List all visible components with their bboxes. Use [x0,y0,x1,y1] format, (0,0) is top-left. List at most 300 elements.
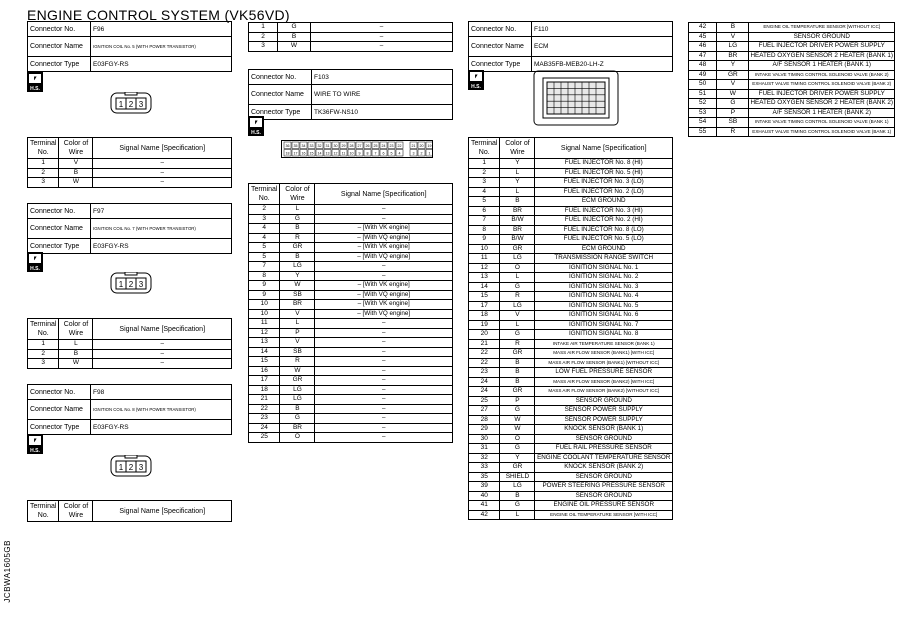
terminal-no: 13 [469,273,500,283]
terminal-no: 17 [469,301,500,311]
wire-color: GR [500,244,535,254]
signal-name: – [With VQ engine] [315,290,453,300]
signal-name: – [311,42,453,52]
table-row [28,349,232,359]
terminal-no: 10 [249,300,280,310]
table-row [28,340,232,350]
table-row [469,415,673,425]
terminal-no: 28 [469,415,500,425]
connector-face-f103 [281,140,433,158]
wire-color: B [280,252,315,262]
table-row [689,80,895,90]
table-row [249,347,453,357]
table-row [469,425,673,435]
harness-side-icon: ⎖ H.S. [27,72,43,92]
signal-name: – [311,23,453,33]
table-row [249,32,453,42]
wire-color: LG [280,385,315,395]
terminal-no: 4 [469,187,500,197]
signal-name: – [With VK engine] [315,243,453,253]
terminal-no: 1 [469,159,500,169]
pin-label: 3 [412,151,415,156]
pin-label: 17 [293,151,298,156]
terminal-no: 12 [249,328,280,338]
terminal-no: 55 [689,127,717,137]
wire-color: SHIELD [500,472,535,482]
terminal-no: 27 [469,406,500,416]
wire-color: B [500,358,535,368]
terminal-no: 21 [249,395,280,405]
wire-color: V [717,32,749,42]
terminal-no: 31 [469,444,500,454]
table-row [469,178,673,188]
wire-color: GR [500,349,535,359]
connector-type-value: E03FGY-RS [91,57,232,72]
wire-color: BR [717,51,749,61]
wire-color: R [280,233,315,243]
pin-label: 3 [138,100,144,109]
terminal-no: 15 [249,357,280,367]
wire-color: GR [280,376,315,386]
terminal-table-f97: Terminal No. Color of Wire Signal Name [Specification] 1 L – 2 B – 3 W – [27,318,232,369]
signal-name: FUEL INJECTOR DRIVER POWER SUPPLY [749,42,895,52]
pin-label: 21 [411,144,416,148]
wire-color: W [59,359,93,369]
table-row [28,359,232,369]
table-row [689,51,895,61]
terminal-no: 6 [469,206,500,216]
wire-color: L [500,187,535,197]
terminal-no: 2 [249,32,278,42]
wire-color: Y [500,178,535,188]
terminal-no: 8 [249,271,280,281]
signal-name: – [93,168,232,178]
wire-color: V [717,80,749,90]
terminal-no: 11 [469,254,500,264]
terminal-no: 51 [689,89,717,99]
table-row [249,271,453,281]
table-row [689,61,895,71]
signal-name: FUEL INJECTOR No. 3 (LO) [535,178,673,188]
terminal-no: 3 [28,359,59,369]
svg-text:2: 2 [128,463,134,472]
terminal-no: 20 [469,330,500,340]
connector-name-value: IGNITION COIL No. 7 (WITH POWER TRANSISTOR) [91,219,232,239]
signal-name: IGNITION SIGNAL No. 1 [535,263,673,273]
table-row [249,433,453,443]
table-row [469,444,673,454]
table-row [469,339,673,349]
signal-name: KNOCK SENSOR (BANK 2) [535,463,673,473]
wire-color: LG [500,254,535,264]
terminal-no: 52 [689,99,717,109]
wire-color: B [59,168,93,178]
pin-label: 24 [381,144,386,148]
signal-name: EXHAUST VALVE TIMING CONTROL SOLENOID VALVE (BANK 2) [749,80,895,90]
pin-label: 1 [118,100,124,109]
terminal-no: 48 [689,61,717,71]
terminal-no: 53 [689,108,717,118]
connector-type-value: E03FGY-RS [91,239,232,254]
terminal-no: 5 [469,197,500,207]
wire-color: Y [500,159,535,169]
signal-name: – [With VK engine] [315,281,453,291]
pin-label: 8 [366,151,369,156]
table-row [28,168,232,178]
wire-color: G [500,444,535,454]
connector-name-value: IGNITION COIL No. 5 (WITH POWER TRANSISTOR) [91,37,232,57]
signal-name: MASS AIR FLOW SENSOR (BANK2) [WITH ICC] [535,377,673,387]
table-row [469,463,673,473]
signal-name: SENSOR GROUND [749,32,895,42]
table-row [469,187,673,197]
pin-label: 16 [301,151,306,156]
wire-color: GR [717,70,749,80]
wire-color: BR [280,300,315,310]
signal-name: – [315,271,453,281]
wire-color: LG [717,42,749,52]
wire-color: Y [717,61,749,71]
terminal-no: 23 [249,414,280,424]
terminal-no: 3 [249,214,280,224]
terminal-no: 7 [249,262,280,272]
terminal-no: 1 [28,340,59,350]
signal-name: FUEL INJECTOR No. 8 (HI) [535,159,673,169]
table-row [28,178,232,188]
table-row [689,70,895,80]
wire-color: L [500,168,535,178]
signal-name: – [315,385,453,395]
table-row [469,216,673,226]
wire-color: B [500,368,535,378]
table-row [469,282,673,292]
wire-color: R [500,292,535,302]
signal-name: – [93,178,232,188]
pin-label: 1 [428,151,431,156]
wire-color: G [717,99,749,109]
signal-name: – [315,347,453,357]
signal-name: – [315,366,453,376]
wire-color: B [280,224,315,234]
table-row [469,330,673,340]
table-row [249,404,453,414]
document-id: JCBWA1605GB [3,540,12,603]
pin-label: 7 [374,151,377,156]
signal-name: IGNITION SIGNAL No. 2 [535,273,673,283]
pin-label: 32 [317,144,322,148]
terminal-no: 2 [28,349,59,359]
wire-color: G [280,214,315,224]
terminal-no: 8 [469,225,500,235]
table-row [689,42,895,52]
table-row [469,225,673,235]
connector-type-value: TK36FW-NS10 [312,105,453,120]
signal-name: SENSOR GROUND [535,434,673,444]
pin-label: 33 [309,144,314,148]
terminal-no: 47 [689,51,717,61]
pin-label: 2 [128,100,134,109]
signal-name: HEATED OXYGEN SENSOR 2 HEATER (BANK 2) [750,99,893,106]
signal-name: EXHAUST VALVE TIMING CONTROL SOLENOID VALVE (BANK 1) [749,127,895,137]
terminal-no: 22 [469,349,500,359]
terminal-no: 24 [249,423,280,433]
table-row [469,254,673,264]
terminal-no: 15 [469,292,500,302]
signal-name: FUEL INJECTOR No. 2 (LO) [535,187,673,197]
terminal-no: 10 [249,309,280,319]
table-row [469,320,673,330]
signal-name: HEATED OXYGEN SENSOR 2 HEATER (BANK 1) [750,51,893,59]
terminal-no: 18 [469,311,500,321]
table-row [28,159,232,169]
connector-name-value: WIRE TO WIRE [312,85,453,105]
wire-color: W [278,42,311,52]
terminal-no: 14 [249,347,280,357]
wire-color: B/W [500,235,535,245]
signal-name: A/F SENSOR 1 HEATER (BANK 2) [749,108,895,118]
terminal-no: 54 [689,118,717,128]
wire-color: LG [500,482,535,492]
pin-label: 35 [293,144,298,148]
terminal-no: 24 [469,387,500,397]
pin-label: 36 [285,144,290,148]
signal-name: FUEL INJECTOR DRIVER POWER SUPPLY [749,89,895,99]
signal-name: – [315,214,453,224]
table-row [469,311,673,321]
wire-color: SB [717,118,749,128]
signal-name: – [With VQ engine] [315,309,453,319]
terminal-no: 3 [249,42,278,52]
connector-no-value: F96 [91,22,232,37]
terminal-table-f110-continued [688,22,895,137]
signal-name: INTAKE AIR TEMPERATURE SENSOR (BANK 1) [535,339,673,349]
pin-label: 5 [390,151,393,156]
wire-color: GR [500,463,535,473]
signal-name: – [315,423,453,433]
terminal-no: 4 [249,233,280,243]
wire-color: V [280,338,315,348]
pin-label: 13 [325,151,330,156]
wire-color: B [278,32,311,42]
terminal-no: 35 [469,472,500,482]
wire-color: GR [500,387,535,397]
terminal-no: 2 [249,205,280,215]
table-row [469,482,673,492]
table-row [249,205,453,215]
signal-name: IGNITION SIGNAL No. 8 [535,330,673,340]
signal-name: ECM GROUND [535,197,673,207]
table-row [469,377,673,387]
table-row [249,376,453,386]
table-row [249,214,453,224]
wire-color: R [280,357,315,367]
pin-label: 10 [349,151,354,156]
pin-label: 11 [341,151,346,156]
signal-name: ECM GROUND [535,244,673,254]
pin-label: 2 [420,151,423,156]
terminal-no: 22 [249,404,280,414]
wire-color: L [59,340,93,350]
connector-info-f110: Connector No. F110 Connector Name ECM Connector Type MAB35FB-MEB20-LH-Z [468,21,673,72]
pin-label: 29 [341,144,346,148]
terminal-table-f110: Terminal No. Color of Wire Signal Name [Specification] 1 Y FUEL INJECTOR No. 8 (HI) 2 L FUEL INJECTOR No. 5 (HI) 3 Y FUEL INJECTOR No. 3 (LO) 4 L FUEL INJECTOR No. 2 (LO) 5 B ECM GROUND 6 BR FUEL INJECTOR No. 3 (HI) 7 B/W FUEL INJECTOR No. 2 (HI) 8 BR FUEL INJECTOR No. 8 (LO) 9 B/W FUEL INJECTOR No. 5 (LO) 10 GR ECM GROUND 11 LG TRANSMISSION RANGE SWITCH 12 O IGNITION SIGNAL No. 1 13 L IGNITION SIGNAL No. 2 14 G IGNITION SIGNAL No. 3 15 R IGNITION SIGNAL No. 4 17 LG IGNITION SIGNAL No. 5 18 V IGNITION SIGNAL No. 6 19 L IGNITION SIGNAL No. 7 20 G IGNITION SIGNAL No. 8 21 R INTAKE AIR TEMPERATURE SENSOR (BANK 1) 22 GR MASS AIR FLOW SENSOR (BANK1) [WITH ICC] 22 B MASS AIR FLOW SENSOR (BANK1) [WITHOUT ICC] 23 B LOW FUEL PRESSURE SENSOR 24 B MASS AIR FLOW SENSOR (BANK2) [WITH ICC] 24 GR MASS AIR FLOW SENSOR (BANK2) [WITHOUT ICC] 25 P SENSOR GROUND 27 G SENSOR POWER SUPPLY 28 W SENSOR POWER SUPPLY 29 W KNOCK SENSOR (BANK 1) 30 O SENSOR GROUND 31 G FUEL RAIL PRESSURE SENSOR 32 Y ENGINE COOLANT TEMPERATURE SENSOR 33 GR KNOCK SENSOR (BANK 2) 35 SHIELD SENSOR GROUND 39 LG POWER STEERING PRESSURE SENSOR 40 B SENSOR GROUND 41 G ENGINE OIL PRESSURE SENSOR 42 L ENGINE OIL TEMPERATURE SENSOR [WITH ICC] [468,137,673,520]
table-row [469,472,673,482]
connector-type-value: MAB35FB-MEB20-LH-Z [532,57,673,72]
signal-name: MASS AIR FLOW SENSOR (BANK1) [WITH ICC] [535,349,673,359]
signal-name: MASS AIR FLOW SENSOR (BANK2) [WITHOUT ICC] [535,387,673,397]
terminal-no: 19 [469,320,500,330]
wire-color: W [59,178,93,188]
signal-name: IGNITION SIGNAL No. 7 [535,320,673,330]
terminal-no: 9 [249,290,280,300]
terminal-no: 33 [469,463,500,473]
terminal-no: 9 [469,235,500,245]
table-row [249,338,453,348]
table-row [689,127,895,137]
wire-color: SB [280,347,315,357]
pin-label: 22 [397,144,402,148]
signal-name: – [93,349,232,359]
terminal-no: 21 [469,339,500,349]
wire-color: P [280,328,315,338]
wire-color: W [500,425,535,435]
terminal-no: 13 [249,338,280,348]
table-row [689,99,895,109]
signal-name: LOW FUEL PRESSURE SENSOR [535,368,673,378]
table-row [249,42,453,52]
wire-color: W [717,89,749,99]
pin-label: 31 [325,144,330,148]
wire-color: L [500,320,535,330]
signal-name: POWER STEERING PRESSURE SENSOR [535,482,673,492]
table-row [249,243,453,253]
terminal-no: 4 [249,224,280,234]
table-row [469,396,673,406]
connector-type-value: E03FGY-RS [91,420,232,435]
connector-face-f96 [110,92,152,114]
table-row [249,262,453,272]
pin-label: 9 [358,151,361,156]
table-row [249,224,453,234]
signal-name: TRANSMISSION RANGE SWITCH [535,254,673,264]
wire-color: B [59,349,93,359]
signal-name: – [93,340,232,350]
signal-name: INTAKE VALVE TIMING CONTROL SOLENOID VALVE (BANK 1) [749,118,895,128]
table-row [469,358,673,368]
svg-text:1: 1 [118,463,124,472]
terminal-no: 5 [249,252,280,262]
table-row [689,118,895,128]
terminal-no: 5 [249,243,280,253]
wire-color: W [280,366,315,376]
terminal-no: 1 [249,23,278,33]
table-row [469,301,673,311]
connector-info-f97: Connector No. F97 Connector Name IGNITION COIL No. 7 (WITH POWER TRANSISTOR) Connector Type E03FGY-RS [27,203,232,254]
wire-color: B [500,377,535,387]
terminal-no: 3 [28,178,59,188]
table-row [249,23,453,33]
table-row [469,197,673,207]
svg-text:3: 3 [138,463,144,472]
signal-name: ENGINE OIL TEMPERATURE SENSOR [WITH ICC] [535,510,673,520]
wire-color: G [500,282,535,292]
table-row [249,366,453,376]
wire-color: B [280,404,315,414]
terminal-no: 2 [28,168,59,178]
page-title: ENGINE CONTROL SYSTEM (VK56VD) [27,7,290,23]
pin-label: 6 [382,151,385,156]
table-row [469,387,673,397]
terminal-no: 7 [469,216,500,226]
table-row [469,491,673,501]
svg-text:3: 3 [138,280,144,289]
signal-name: SENSOR GROUND [535,472,673,482]
pin-label: 14 [317,151,322,156]
table-row [249,233,453,243]
wire-color: P [717,108,749,118]
signal-name: FUEL INJECTOR No. 3 (HI) [535,206,673,216]
table-row [469,510,673,520]
connector-face-f97 [110,272,152,294]
signal-name: ENGINE COOLANT TEMPERATURE SENSOR [535,453,673,463]
signal-name: FUEL INJECTOR No. 5 (LO) [535,235,673,245]
signal-name: – [315,395,453,405]
terminal-no: 41 [469,501,500,511]
signal-name: – [315,328,453,338]
terminal-table-f98: Terminal No. Color of Wire Signal Name [Specification] [27,500,232,522]
signal-name: IGNITION SIGNAL No. 4 [535,292,673,302]
table-row [249,357,453,367]
wire-color: LG [280,262,315,272]
table-row [469,406,673,416]
wire-color: BR [500,225,535,235]
signal-name: IGNITION SIGNAL No. 5 [535,301,673,311]
wire-color: GR [280,243,315,253]
terminal-no: 24 [469,377,500,387]
pin-label: 25 [373,144,378,148]
wire-color: V [280,309,315,319]
terminal-no: 10 [469,244,500,254]
connector-name-value: IGNITION COIL No. 8 (WITH POWER TRANSISTOR) [91,400,232,420]
table-row [249,385,453,395]
wire-color: O [500,434,535,444]
wire-color: BR [280,423,315,433]
signal-name: – [311,32,453,42]
wire-color: W [280,281,315,291]
table-row [249,252,453,262]
terminal-no: 22 [469,358,500,368]
connector-no-value: F103 [312,70,453,85]
table-row [469,263,673,273]
table-row [249,423,453,433]
terminal-no: 18 [249,385,280,395]
terminal-no: 49 [689,70,717,80]
wire-color: G [280,414,315,424]
connector-info-f103: Connector No. F103 Connector Name WIRE TO WIRE Connector Type TK36FW-NS10 [248,69,453,120]
terminal-no: 17 [249,376,280,386]
terminal-table-f103: Terminal No. Color of Wire Signal Name [Specification] 2 L – 3 G – 4 B – [With VK engine] 4 R – [With VQ engine] 5 GR – [With VK engine] 5 B – [With VQ engine] 7 LG – 8 Y – 9 W – [With VK engine] 9 SB – [With VQ engine] 10 BR – [With VK engine] 10 V – [With VQ engine] 11 L – 12 P – 13 V – 14 SB – 15 R – 16 W – 17 GR – 18 LG – 21 LG – 22 B – 23 G – 24 BR – 25 O – [248,183,453,443]
table-row [469,434,673,444]
signal-name: – [315,376,453,386]
signal-name: – [93,359,232,369]
wire-color: BR [500,206,535,216]
terminal-no: 40 [469,491,500,501]
pin-label: 28 [349,144,354,148]
signal-name: ENGINE OIL TEMPERATURE SENSOR [WITHOUT ICC] [749,23,895,33]
wire-color: O [500,263,535,273]
terminal-table-f98-rows [248,22,453,52]
table-row [469,206,673,216]
